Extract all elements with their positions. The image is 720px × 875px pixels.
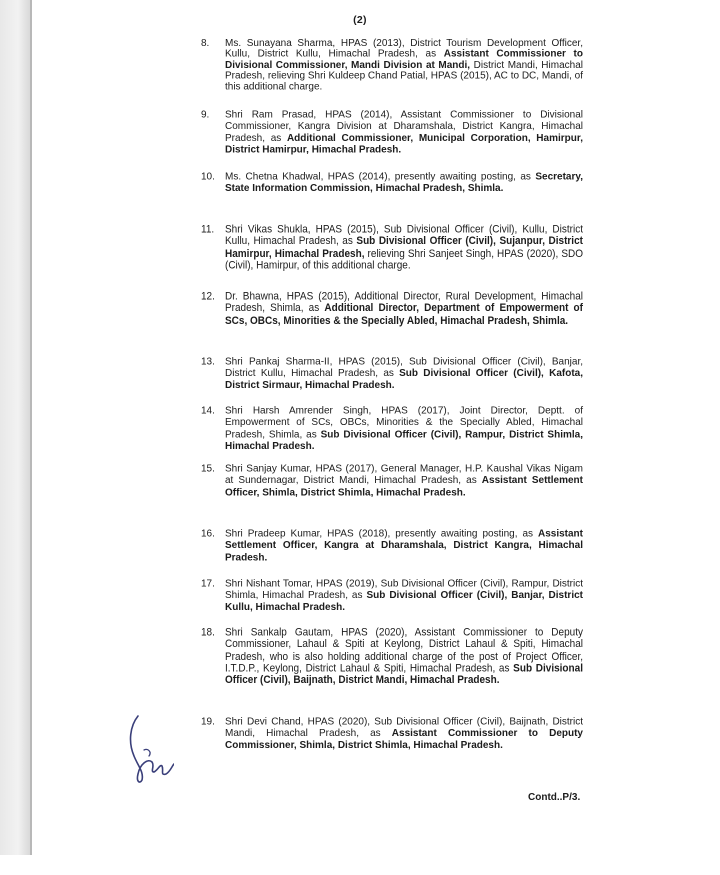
item-new-posting: Sub Divisional Officer (Civil), Kafota, District Sirmaur, Himachal Pradesh. bbox=[225, 367, 583, 391]
list-item bbox=[203, 356, 583, 391]
list-item bbox=[203, 528, 583, 564]
item-number: 11. bbox=[201, 224, 215, 236]
item-number: 12. bbox=[201, 291, 215, 303]
item-new-posting: Additional Director, Department of Empowerment of SCs, OBCs, Minorities & the Specially Abled, Himachal Pradesh, Shimla. bbox=[225, 302, 583, 327]
list-item bbox=[203, 291, 583, 327]
item-new-posting: Assistant Settlement Officer, Shimla, District Shimla, Himachal Pradesh. bbox=[225, 474, 583, 499]
list-item bbox=[203, 578, 583, 613]
item-new-posting: Sub Divisional Officer (Civil), Baijnath, District Mandi, Himachal Pradesh. bbox=[225, 662, 583, 687]
list-item bbox=[203, 224, 583, 272]
page-number: (2) bbox=[353, 14, 367, 26]
item-new-posting: Assistant Settlement Officer, Kangra at Dharamshala, District Kangra, Himachal Pradesh. bbox=[225, 528, 583, 564]
list-item bbox=[203, 38, 583, 93]
list-item bbox=[203, 463, 583, 499]
item-number: 15. bbox=[201, 463, 215, 475]
item-text: Shri Ram Prasad, HPAS (2014), Assistant Commissioner to Divisional Commissioner, Kangra Division at Dharamshala, District Kangra, Himachal Pradesh, as bbox=[225, 109, 583, 144]
item-text: Shri Pankaj Sharma-II, HPAS (2015), Sub Divisional Officer (Civil), Banjar, District Kullu, Himachal Pradesh, as bbox=[225, 356, 583, 380]
item-new-posting: Secretary, State Information Commission, Himachal Pradesh, Shimla. bbox=[225, 171, 583, 195]
item-number: 10. bbox=[201, 171, 215, 183]
continuation-note: Contd..P/3. bbox=[528, 792, 581, 803]
item-number: 13. bbox=[201, 356, 215, 368]
item-new-posting: Sub Divisional Officer (Civil), Sujanpur, District Hamirpur, Himachal Pradesh, bbox=[225, 235, 583, 260]
list-item bbox=[203, 171, 583, 194]
item-number: 17. bbox=[201, 578, 215, 590]
item-text: Dr. Bhawna, HPAS (2015), Additional Director, Rural Development, Himachal Pradesh, Shimla, as bbox=[225, 291, 583, 315]
item-text-suffix: District Mandi, Himachal Pradesh, relieving Shri Kuldeep Chand Patial, HPAS (2015), AC to DC, Mandi, of this additional charge. bbox=[225, 59, 583, 93]
item-number: 9. bbox=[201, 109, 210, 121]
item-number: 16. bbox=[201, 528, 215, 540]
item-text: Shri Harsh Amrender Singh, HPAS (2017), Joint Director, Deptt. of Empowerment of SCs, OBCs, Minorities & the Specially Abled, Himachal Pradesh, Shimla, as bbox=[225, 405, 583, 441]
item-text: Shri Sanjay Kumar, HPAS (2017), General Manager, H.P. Kaushal Vikas Nigam at Sundernagar, District Mandi, Himachal Pradesh, as bbox=[225, 463, 583, 487]
item-text: Shri Pradeep Kumar, HPAS (2018), presently awaiting posting, as bbox=[225, 528, 538, 540]
list-item bbox=[203, 405, 583, 452]
item-text: Shri Nishant Tomar, HPAS (2019), Sub Divisional Officer (Civil), Rampur, District Shimla, Himachal Pradesh, as bbox=[225, 578, 583, 602]
item-number: 18. bbox=[201, 627, 215, 639]
item-new-posting: Sub Divisional Officer (Civil), Banjar, District Kullu, Himachal Pradesh. bbox=[225, 589, 583, 613]
scanner-edge bbox=[0, 0, 30, 875]
item-new-posting: Sub Divisional Officer (Civil), Rampur, District Shimla, Himachal Pradesh. bbox=[225, 428, 583, 453]
item-text: Ms. Sunayana Sharma, HPAS (2013), District Tourism Development Officer, Kullu, District Kullu, Himachal Pradesh, as bbox=[225, 38, 583, 60]
list-item bbox=[203, 716, 583, 751]
list-item bbox=[203, 627, 583, 687]
item-text-suffix: relieving Shri Sanjeet Singh, HPAS (2020), SDO (Civil), Hamirpur, of this additional charge. bbox=[225, 247, 583, 272]
item-new-posting: Assistant Commissioner to Deputy Commissioner, Shimla, District Shimla, Himachal Pradesh. bbox=[225, 727, 583, 751]
bottom-margin bbox=[0, 855, 720, 875]
list-item bbox=[203, 109, 583, 156]
item-text: Ms. Chetna Khadwal, HPAS (2014), presently awaiting posting, as bbox=[225, 171, 536, 183]
item-text: Shri Devi Chand, HPAS (2020), Sub Divisional Officer (Civil), Baijnath, District Mandi, Himachal Pradesh, as bbox=[225, 716, 583, 740]
signature bbox=[122, 712, 174, 786]
item-number: 8. bbox=[201, 38, 210, 49]
item-new-posting: Additional Commissioner, Municipal Corporation, Hamirpur, District Hamirpur, Himachal Pradesh. bbox=[225, 132, 583, 156]
item-number: 14. bbox=[201, 405, 215, 417]
item-text: Shri Sankalp Gautam, HPAS (2020), Assistant Commissioner to Deputy Commissioner, Lahaul & Spiti at Keylong, District Lahaul & Spiti, Himachal Pradesh, who is also holding additional charge of the post of Project Officer, I.T.D.P., Keylong, District Lahaul & Spiti, Himachal Pradesh, as bbox=[225, 627, 583, 675]
item-text: Shri Vikas Shukla, HPAS (2015), Sub Divisional Officer (Civil), Kullu, District Kullu, Himachal Pradesh, as bbox=[225, 224, 583, 248]
item-new-posting: Assistant Commissioner to Divisional Commissioner, Mandi Division at Mandi, bbox=[225, 48, 583, 71]
item-number: 19. bbox=[201, 716, 215, 728]
